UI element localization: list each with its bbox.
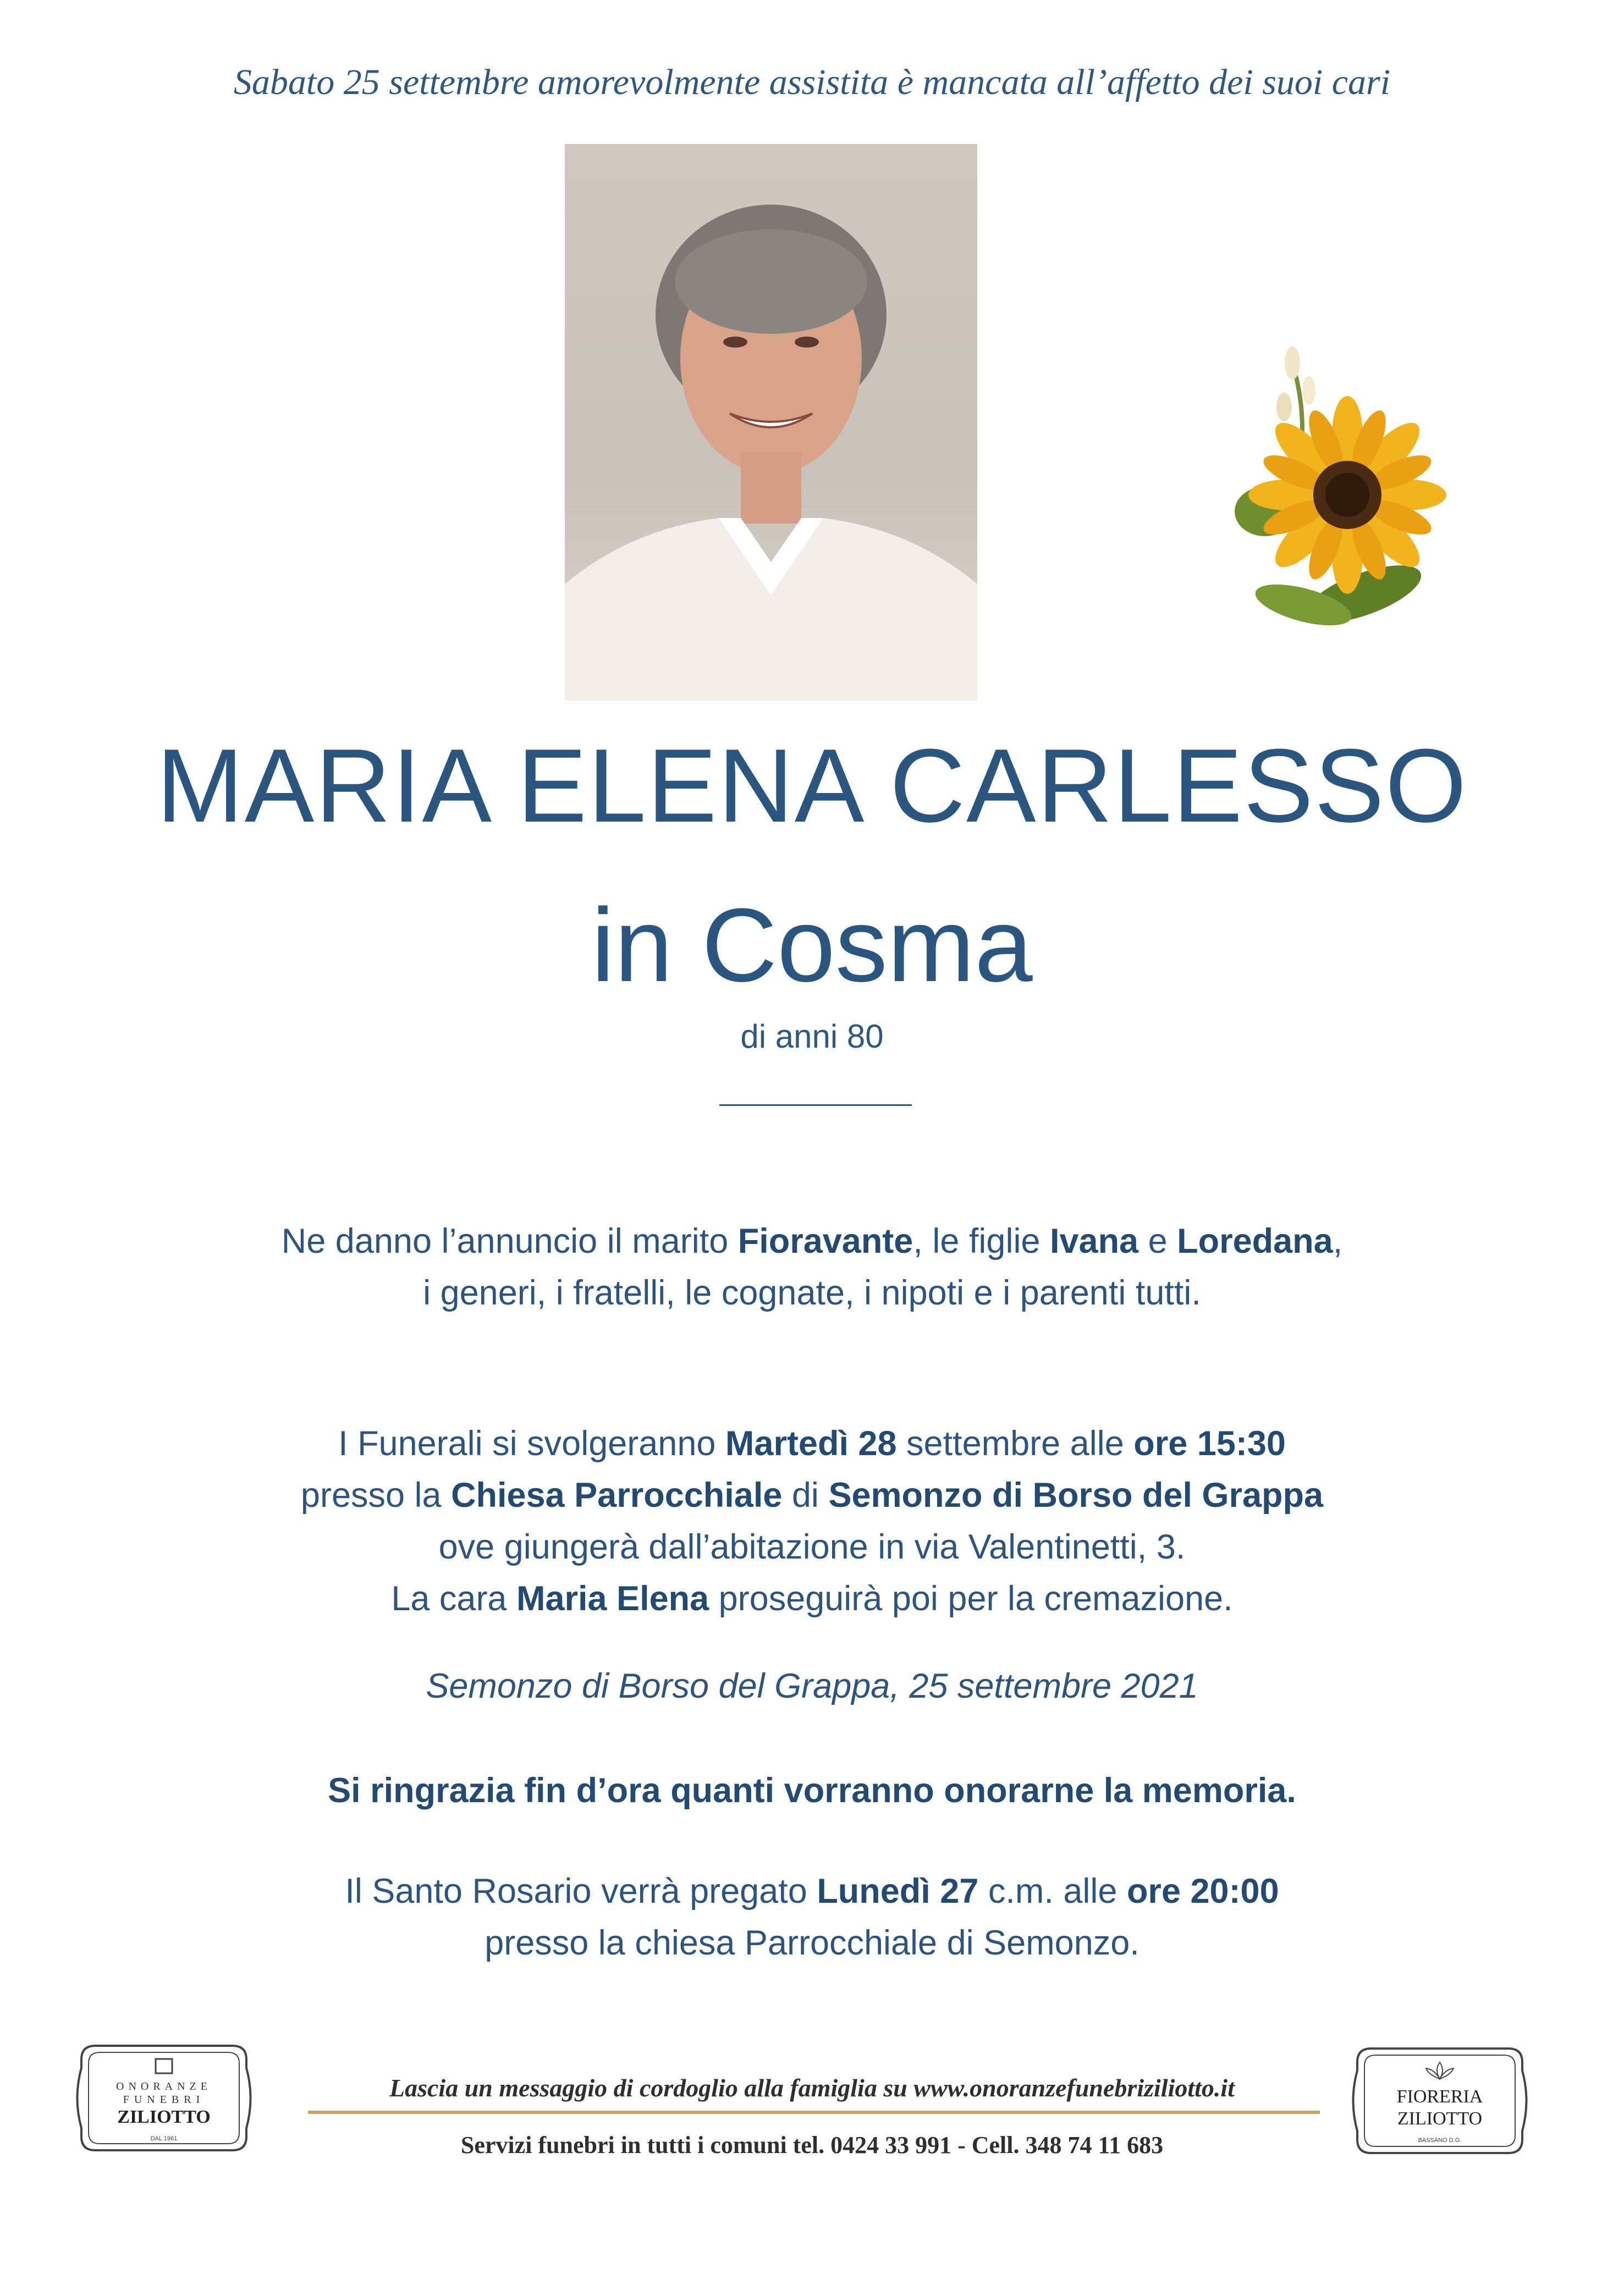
announcement-line xyxy=(0,1215,1624,1267)
bold-text-segment: Chiesa Parrocchiale xyxy=(451,1476,783,1515)
text-segment: La cara xyxy=(391,1579,516,1618)
logo-left-line2: FUNEBRI xyxy=(123,2094,205,2106)
funeral-line xyxy=(0,1418,1624,1469)
text-segment: settembre alle xyxy=(896,1424,1134,1463)
bold-text-segment: ore 20:00 xyxy=(1126,1872,1279,1910)
married-name: in Cosma xyxy=(591,887,1033,1004)
bold-text-segment: Fioravante xyxy=(737,1222,913,1260)
announcement-line xyxy=(0,1267,1624,1319)
text-segment: e xyxy=(1138,1222,1177,1260)
intro-text: Sabato 25 settembre amorevolmente assistita è mancata all’affetto dei suoi cari xyxy=(233,62,1391,102)
sunflower-decoration xyxy=(1182,330,1457,638)
bold-text-segment: Martedì 28 xyxy=(725,1424,897,1463)
footer-services: Servizi funebri in tutti i comuni tel. 0424 33 991 - Cell. 348 74 11 683 xyxy=(460,2132,1164,2159)
bold-text-segment: Semonzo di Borso del Grappa xyxy=(828,1476,1324,1515)
text-segment: c.m. alle xyxy=(978,1872,1127,1910)
funeral-line xyxy=(0,1469,1624,1521)
text-segment: i generi, i fratelli, le cognate, i nipoti e i parenti tutti. xyxy=(423,1274,1201,1312)
text-segment: ove giungerà dall’abitazione in via Valentinetti, 3. xyxy=(438,1528,1186,1566)
text-segment: presso la chiesa Parrocchiale di Semonzo. xyxy=(485,1924,1139,1962)
text-segment: di xyxy=(782,1476,829,1515)
footer-rule xyxy=(308,2111,1320,2114)
logo-left-line4: DAL 1961 xyxy=(150,2135,178,2142)
text-segment: , le figlie xyxy=(913,1222,1050,1260)
age-text: di anni 80 xyxy=(740,1018,884,1055)
logo-right-line1: FIORERIA xyxy=(1396,2086,1483,2107)
logo-left-line1: ONORANZE xyxy=(116,2080,212,2093)
footer-message: Lascia un messaggio di cordoglio alla famiglia su www.onoranzefunebriziliotto.it xyxy=(389,2074,1235,2102)
rosary-line xyxy=(0,1865,1624,1917)
portrait-illustration xyxy=(565,144,977,701)
bold-text-segment: Ivana xyxy=(1049,1222,1139,1260)
text-segment: proseguirà poi per la cremazione. xyxy=(709,1579,1233,1618)
logo-right-line3: BASSANO D.G. xyxy=(1418,2137,1462,2144)
bold-text-segment: Loredana xyxy=(1177,1222,1333,1260)
place-date: Semonzo di Borso del Grappa, 25 settembre 2021 xyxy=(426,1667,1198,1705)
text-segment: I Funerali si svolgeranno xyxy=(338,1424,725,1463)
funeral-line xyxy=(0,1573,1624,1625)
text-segment: presso la xyxy=(300,1476,452,1515)
bold-text-segment: Maria Elena xyxy=(516,1579,709,1618)
funeral-line xyxy=(0,1521,1624,1573)
deceased-name: MARIA ELENA CARLESSO xyxy=(156,728,1468,844)
sunflower-icon xyxy=(1182,330,1457,638)
rosary-paragraph xyxy=(0,1865,1624,1969)
logo-left-line3: ZILIOTTO xyxy=(117,2107,211,2127)
text-segment: , xyxy=(1333,1222,1343,1260)
text-segment: Ne danno l’annuncio il marito xyxy=(281,1222,738,1260)
announcement-paragraph xyxy=(0,1215,1624,1319)
bold-text-segment: ore 15:30 xyxy=(1133,1424,1286,1463)
fioreria-ziliotto-logo xyxy=(1349,2038,1531,2164)
thanks-text: Si ringrazia fin d’ora quanti vorranno onorarne la memoria. xyxy=(328,1771,1296,1810)
text-segment: Il Santo Rosario verrà pregato xyxy=(345,1872,817,1910)
portrait-photo xyxy=(565,144,977,701)
logo-right-line2: ZILIOTTO xyxy=(1397,2108,1483,2129)
divider-rule xyxy=(719,1104,912,1106)
rosary-line xyxy=(0,1917,1624,1969)
funeral-paragraph xyxy=(0,1418,1624,1625)
bold-text-segment: Lunedì 27 xyxy=(817,1872,979,1910)
